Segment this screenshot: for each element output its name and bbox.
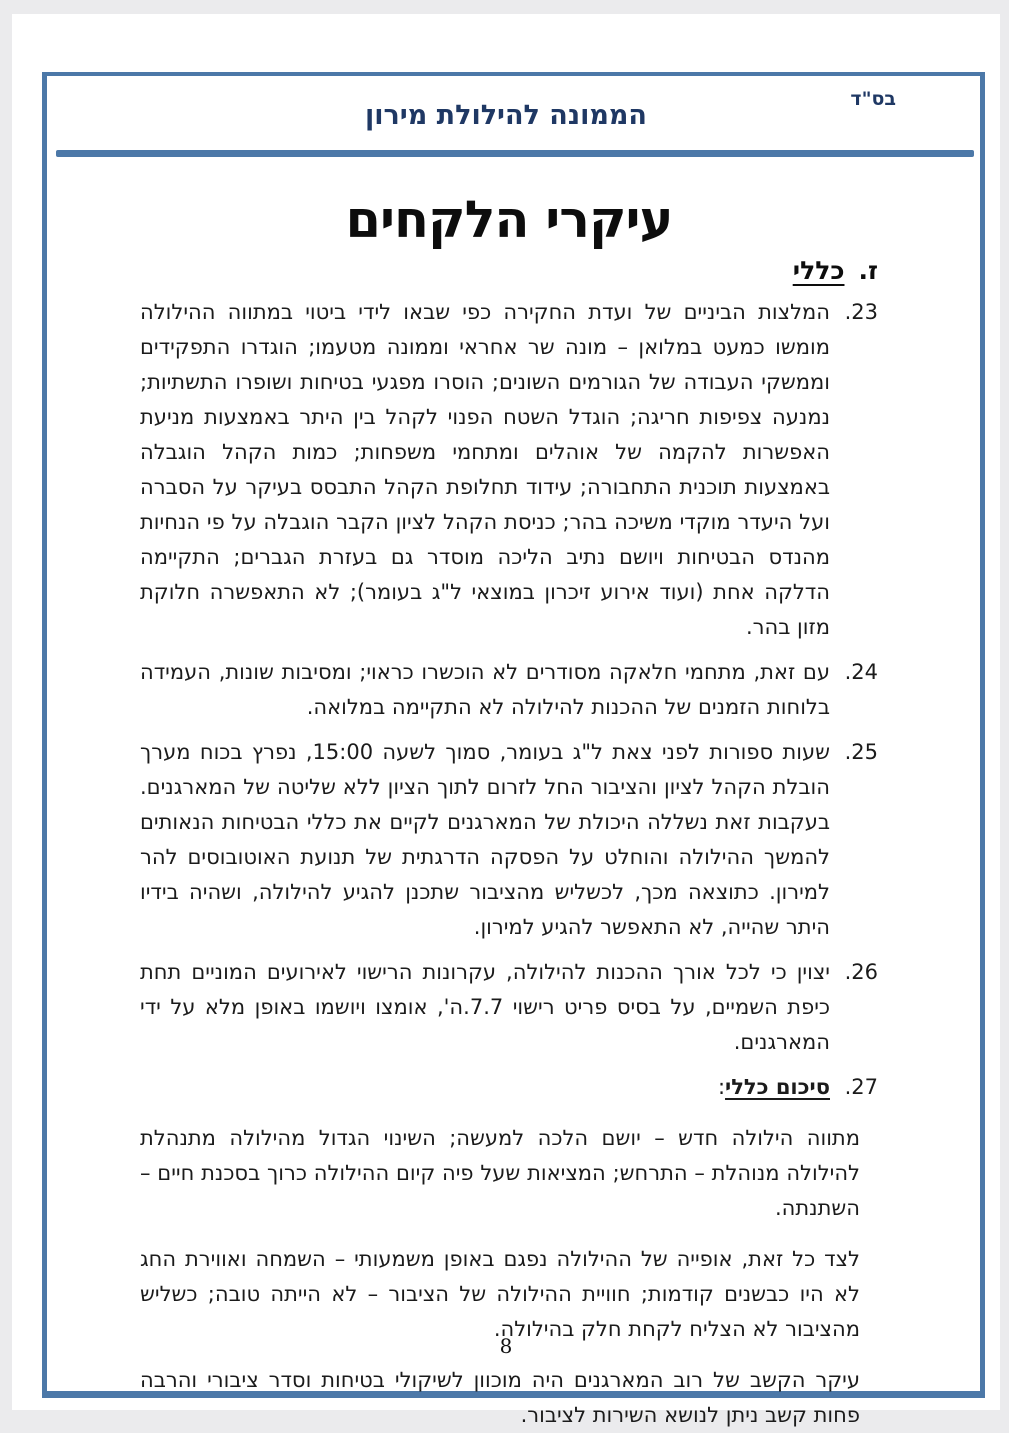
section-heading: [140, 256, 878, 285]
item-text: שעות ספורות לפני צאת ל"ג בעומר, סמוך לשעה 15:00, נפרץ בכוח מערך הובלת הקהל לציון והציבור החל לזרום לתוך הציון ללא שליטה של המארגנים. בעקבות זאת נשללה היכולת של המארגנים לקיים את כללי הבטיחות הנאותים להמשך ההילולה והוחלט על הפסקה הדרגתית של תנועת האוטובוסים להר למירון. כתוצאה מכך, לכשליש מהציבור שתכנן להגיע להילולה, ושהיה בידיו היתר שהייה, לא התאפשר להגיע למירון.: [140, 740, 830, 939]
header-divider-line: [56, 150, 974, 157]
item-heading-colon: :: [717, 1075, 726, 1099]
summary-paragraph-3: עיקר הקשב של רוב המארגנים היה מוכוון לשיקולי בטיחות וסדר ציבורי והרבה פחות קשב ניתן לנושא השירות לציבור.: [140, 1368, 860, 1427]
item-heading-wrap: [140, 1070, 830, 1105]
besad-mark: בס"ד: [850, 88, 896, 110]
section-letter: ז.: [858, 256, 878, 285]
page-number: 8: [499, 1334, 513, 1358]
summary-paragraph-2: לצד כל זאת, אופייה של ההילולה נפגם באופן משמעותי – השמחה ואווירת החג לא היו כבשנים קודמות; חוויית ההילולה של הציבור – לא הייתה טובה; כשליש מהציבור לא הצליח לקחת חלק בהילולה.: [140, 1247, 860, 1341]
item-text: יצוין כי לכל אורך ההכנות להילולה, עקרונות הרישוי לאירועים המוניים תחת כיפת השמיים, על בסיס פריט רישוי 7.7.ה', אומצו ויושמו באופן מלא על ידי המארגנים.: [140, 960, 831, 1054]
list-item-24: [140, 655, 878, 725]
item-heading: סיכום כללי: [725, 1075, 830, 1099]
header-title: הממונה להילולת מירון: [365, 100, 647, 131]
item-number: 23.: [844, 300, 878, 324]
item-number: 24.: [844, 660, 878, 684]
document-page: [12, 14, 1000, 1427]
item-text: עם זאת, מתחמי חלאקה מסודרים לא הוכשרו כראוי; ומסיבות שונות, העמידה בלוחות הזמנים של ההכנות להילולה לא התקיימה במלואה.: [140, 660, 830, 719]
list-item-26: [140, 955, 878, 1060]
list-item-23: [140, 295, 878, 645]
item-text: המלצות הביניים של ועדת החקירה כפי שבאו לידי ביטוי במתווה ההילולה מומשו כמעט במלואן – מונה שר אחראי וממונה מטעמו; הוגדרו התפקידים וממשקי העבודה של הגורמים השונים; הוסרו מפגעי בטיחות ושופרו התשתיות; נמנעה צפיפות חריגה; הוגדל השטח הפנוי לקהל בין היתר באמצעות מניעת האפשרות להקמה של אוהלים ומתחמי משפחות; כמות הקהל הוגבלה באמצעות תוכנית התחבורה; עידוד תחלופת הקהל התבסס בעיקר על הסברה ועל היעדר מוקדי משיכה בהר; כניסת הקהל לציון הקבר הוגבלה על פי הנחיות מהנדס הבטיחות ויושם נתיב הליכה מוסדר גם בעזרת הגברים; התקיימה הדלקה אחת (ועוד אירוע זיכרון במוצאי ל"ג בעומר); לא התאפשרה חלוקת מזון בהר.: [140, 300, 830, 639]
item-number: 27.: [844, 1075, 878, 1099]
list-item-25: [140, 735, 878, 945]
section-label: כללי: [792, 256, 845, 285]
item-number: 26.: [844, 960, 878, 984]
page-title: עיקרי הלקחים: [345, 191, 673, 250]
item-number: 25.: [844, 740, 878, 764]
list-item-27: [140, 1070, 878, 1105]
document-body: [140, 190, 878, 1433]
summary-paragraph-1: מתווה הילולה חדש – יושם הלכה למעשה; השינוי הגדול מהילולה מתנהלת להילולה מנוהלת – התרחש; המציאות שעל פיה קיום ההילולה כרוך בסכנת חיים – השתנתה.: [140, 1126, 860, 1220]
